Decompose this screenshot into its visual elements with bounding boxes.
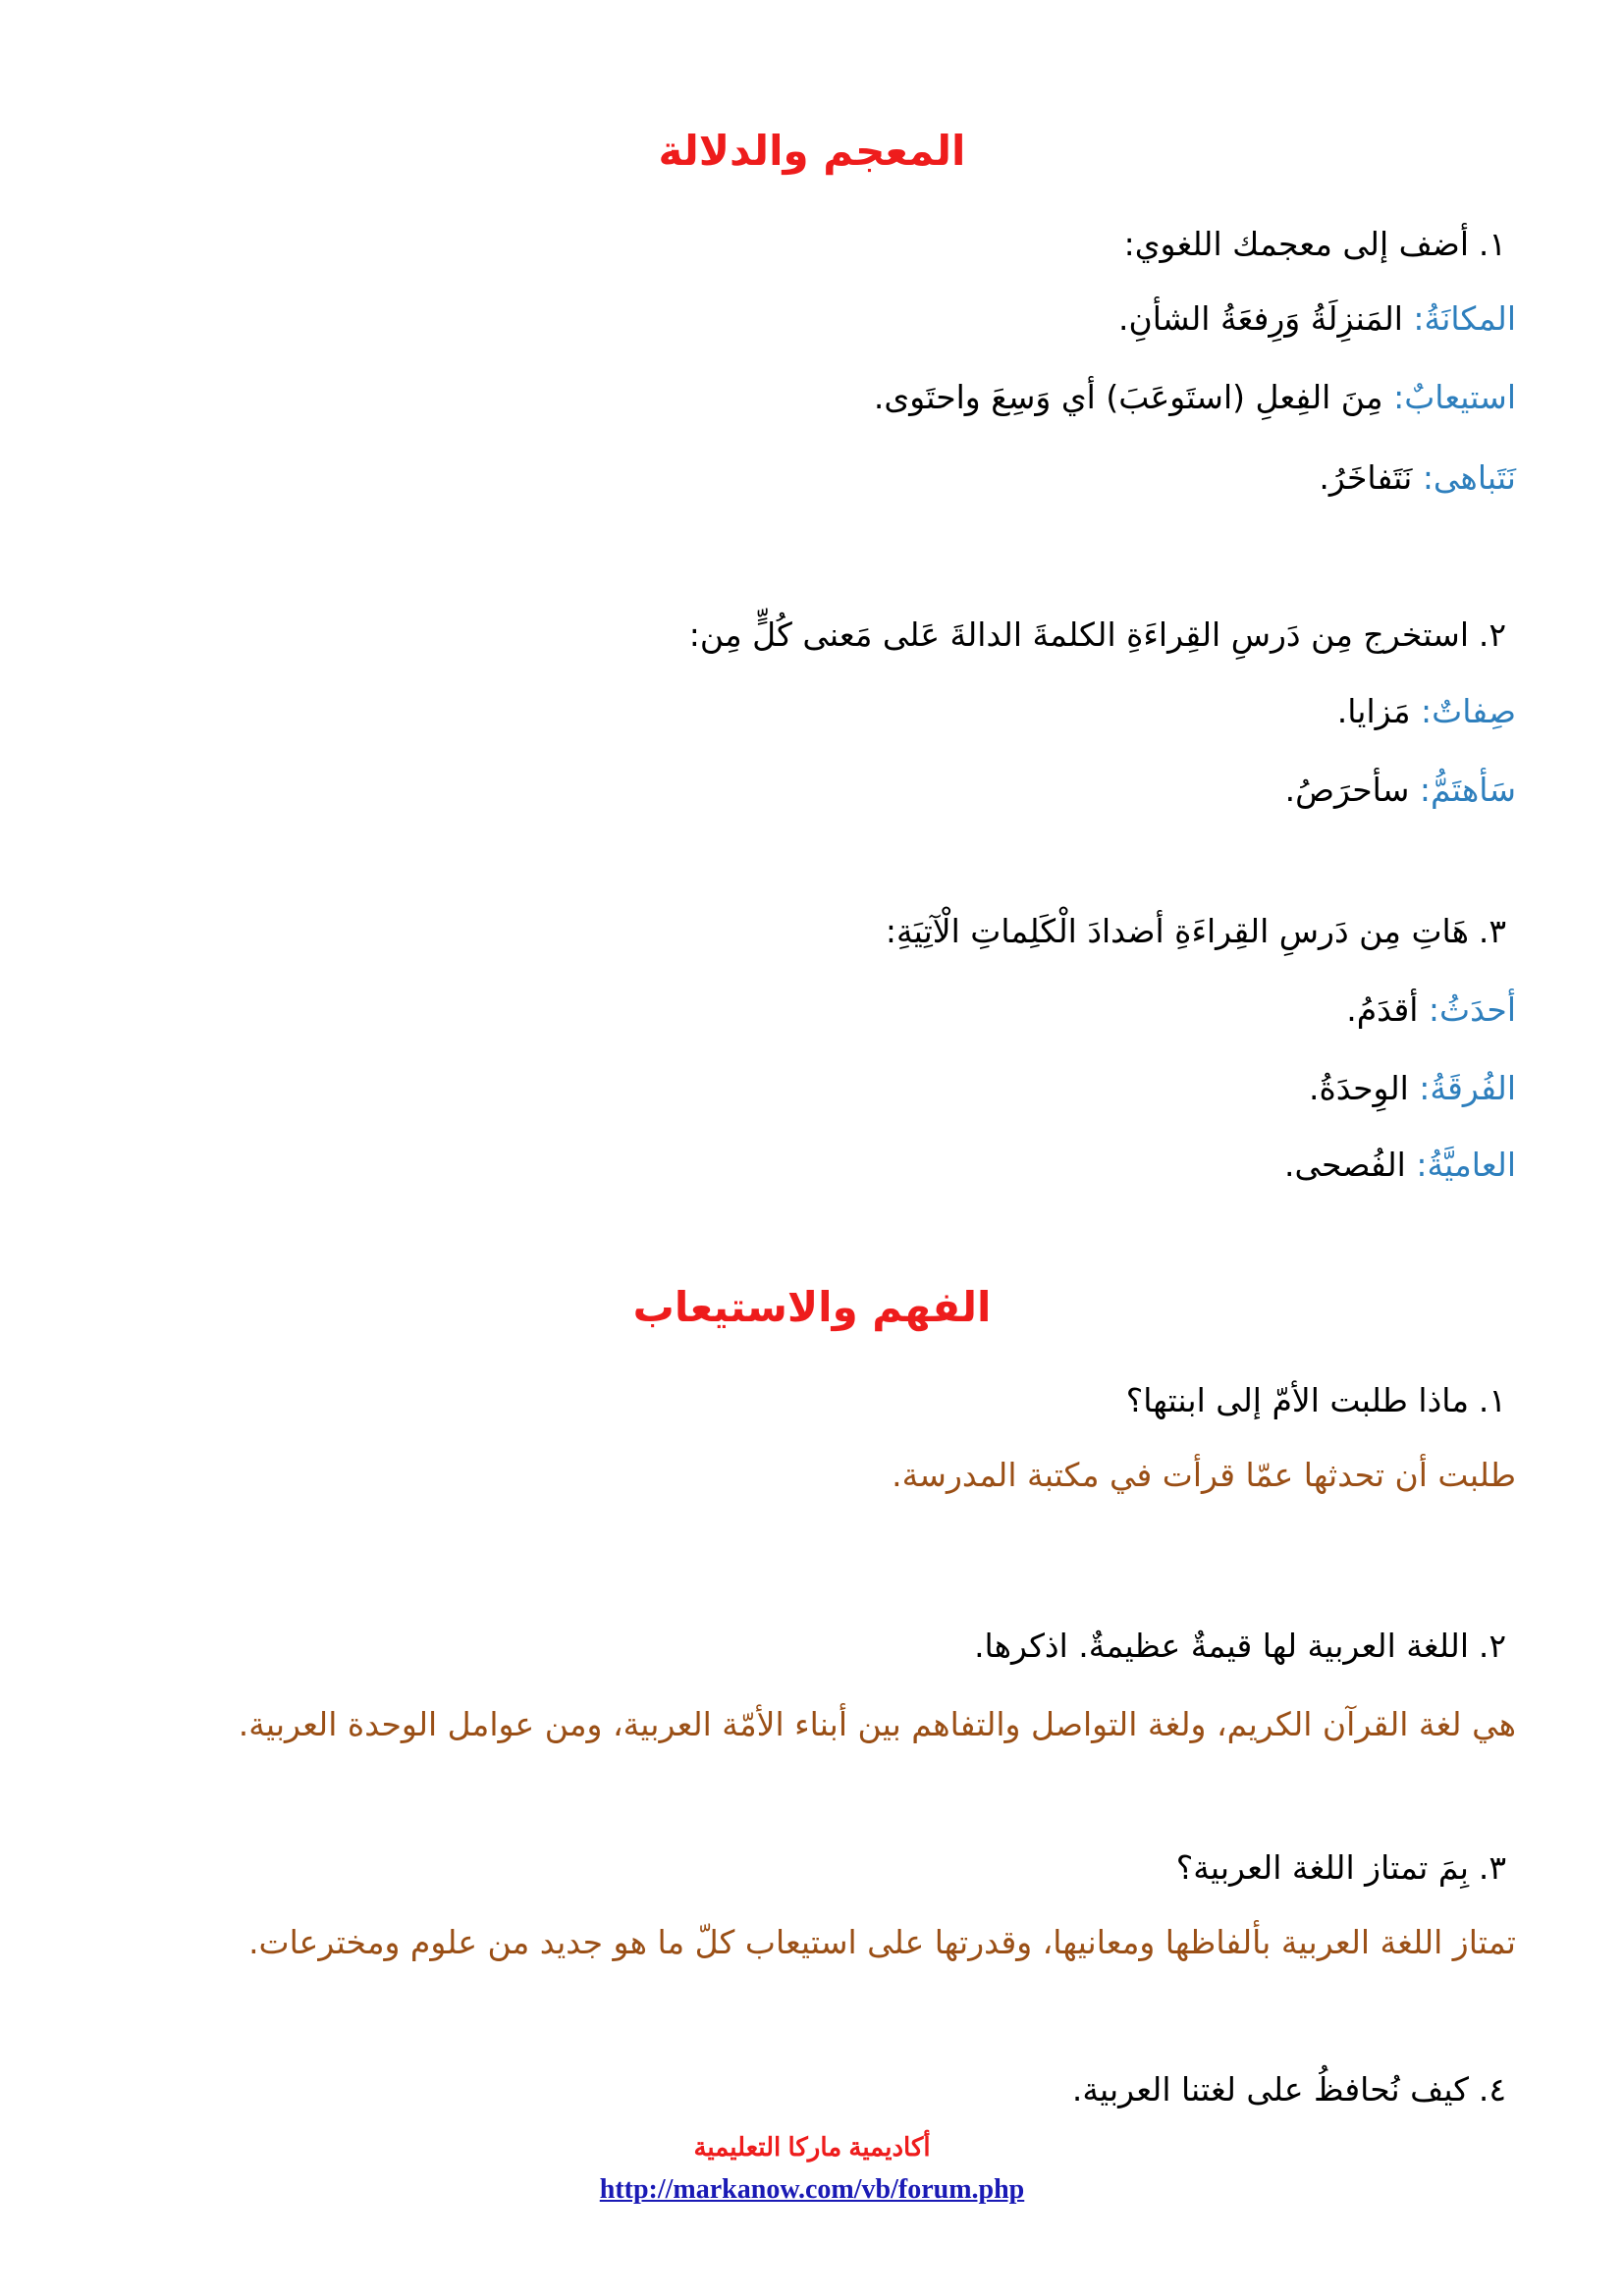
vocab-item — [59, 1143, 1516, 1188]
vocab-term: نَتَباهى: — [1422, 458, 1516, 497]
vocab-term: صِفاتٌ: — [1421, 692, 1516, 730]
question-antonyms — [59, 909, 1516, 954]
vocab-definition: مِنَ الفِعلِ (استَوعَبَ) أي وَسِعَ واحتَوى. — [873, 378, 1394, 416]
comprehension-question — [59, 2067, 1516, 2112]
answer-text: تمتاز اللغة العربية بألفاظها ومعانيها، وقدرتها على استيعاب كلّ ما هو جديد من علوم ومخترعات. — [248, 1923, 1516, 1961]
question-number: ١. — [1478, 225, 1507, 263]
vocab-definition: الوِحدَةُ. — [1309, 1069, 1420, 1107]
question-number: ٤. — [1478, 2070, 1507, 2109]
question-number: ٣. — [1478, 912, 1507, 950]
answer-text: هي لغة القرآن الكريم، ولغة التواصل والتفاهم بين أبناء الأمّة العربية، ومن عوامل الوحدة العربية. — [238, 1705, 1516, 1743]
vocab-term: استيعابٌ: — [1393, 378, 1516, 416]
vocab-definition: نَتَفاخَرُ. — [1319, 458, 1423, 497]
question-text: أضف إلى معجمك اللغوي: — [1123, 225, 1469, 263]
vocab-item — [59, 768, 1516, 813]
vocab-definition: المَنزِلَةُ وَرِفعَةُ الشأنِ. — [1118, 299, 1414, 338]
question-text: ماذا طلبت الأمّ إلى ابنتها؟ — [1125, 1381, 1469, 1419]
question-number: ٢. — [1478, 615, 1507, 654]
vocab-term: العاميَّةُ: — [1416, 1146, 1516, 1184]
vocab-definition: سأحرَصُ. — [1284, 771, 1420, 809]
question-number: ٢. — [1478, 1627, 1507, 1665]
vocab-item — [59, 689, 1516, 734]
vocab-item — [59, 1066, 1516, 1111]
vocab-definition: مَزايا. — [1336, 692, 1422, 730]
question-add-to-lexicon — [59, 222, 1516, 267]
comprehension-question — [59, 1624, 1516, 1669]
question-text: كيف نُحافظُ على لغتنا العربية. — [1071, 2070, 1469, 2109]
question-text: استخرج مِن دَرسِ القِراءَةِ الكلمةَ الدالةَ عَلى مَعنى كُلٍّ مِن: — [688, 615, 1469, 654]
vocab-definition: الفُصحى. — [1284, 1146, 1417, 1184]
vocab-item — [59, 455, 1516, 501]
footer-academy-name: أكاديمية ماركا التعليمية — [693, 2132, 931, 2162]
vocab-item — [59, 296, 1516, 342]
question-text: بِمَ تمتاز اللغة العربية؟ — [1175, 1848, 1469, 1887]
question-number: ٣. — [1478, 1848, 1507, 1887]
comprehension-question — [59, 1378, 1516, 1423]
vocab-item — [59, 988, 1516, 1033]
question-extract-words — [59, 613, 1516, 658]
vocab-term: أحدَثُ: — [1428, 990, 1516, 1029]
footer-url-link[interactable]: http://markanow.com/vb/forum.php — [599, 2174, 1025, 2205]
question-text: اللغة العربية لها قيمةٌ عظيمةٌ. اذكرها. — [974, 1627, 1469, 1665]
vocab-item — [59, 375, 1516, 420]
vocab-term: سَأهتَمُّ: — [1419, 771, 1516, 809]
section-title-lexicon: المعجم والدلالة — [658, 127, 966, 175]
question-number: ١. — [1478, 1381, 1507, 1419]
vocab-definition: أقدَمُ. — [1346, 990, 1429, 1029]
question-text: هَاتِ مِن دَرسِ القِراءَةِ أضدادَ الْكَلِماتِ الْآتِيَةِ: — [885, 912, 1469, 950]
answer-text: طلبت أن تحدثها عمّا قرأت في مكتبة المدرسة. — [892, 1456, 1516, 1494]
comprehension-question — [59, 1845, 1516, 1891]
section-title-comprehension: الفهم والاستيعاب — [632, 1283, 992, 1331]
vocab-term: الفُرقَةُ: — [1419, 1069, 1516, 1107]
vocab-term: المكانَةُ: — [1413, 299, 1516, 338]
